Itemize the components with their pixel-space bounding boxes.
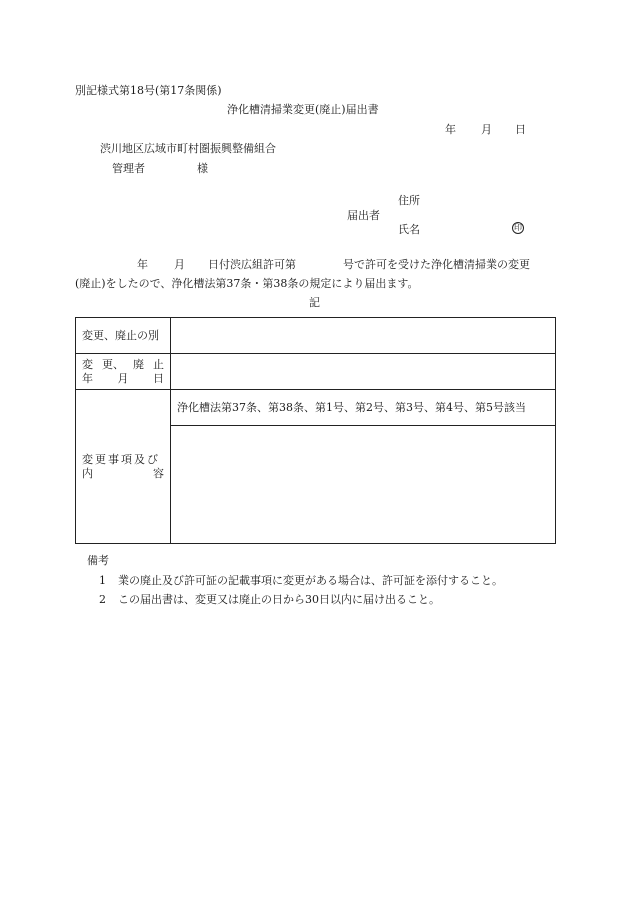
body-month: 月 — [174, 258, 185, 271]
addressee-honorific: 様 — [197, 162, 208, 175]
note-1-number: 1 — [99, 574, 106, 587]
document-title: 浄化槽清掃業変更(廃止)届出書 — [227, 103, 379, 116]
note-1-text: 業の廃止及び許可証の記載事項に変更がある場合は、許可証を添付すること。 — [118, 574, 503, 587]
body-day-permit: 日付渋広組許可第 — [208, 258, 296, 271]
seal-mark: 印 — [514, 223, 522, 232]
table-row — [76, 318, 556, 354]
date-day: 日 — [515, 123, 526, 136]
statute-clause: 浄化槽法第37条、第38条、第1号、第2号、第3号、第4号、第5号該当 — [171, 390, 556, 426]
change-date-label: 変 更、 廃 止 年 月 日 — [76, 354, 171, 390]
change-details-value — [171, 426, 556, 544]
change-details-label: 変更事項及び 内 容 — [76, 390, 171, 544]
addressee-organization: 渋川地区広域市町村圏振興整備組合 — [100, 142, 276, 155]
table-row — [76, 390, 556, 426]
change-type-label: 変更、廃止の別 — [76, 318, 171, 354]
notifier-label: 届出者 — [347, 209, 380, 222]
form-number: 別記様式第18号(第17条関係) — [75, 84, 222, 97]
table-row — [76, 354, 556, 390]
addressee-role: 管理者 — [112, 162, 145, 175]
note-2-text: この届出書は、変更又は廃止の日から30日以内に届け出ること。 — [118, 593, 440, 606]
body-year: 年 — [137, 258, 148, 271]
change-date-value — [171, 354, 556, 390]
notifier-address-label: 住所 — [398, 194, 420, 207]
notes-heading: 備考 — [87, 554, 109, 567]
change-type-value — [171, 318, 556, 354]
note-2-number: 2 — [99, 593, 106, 606]
notification-table — [75, 317, 556, 544]
body-line1-rest: 号で許可を受けた浄化槽清掃業の変更 — [343, 258, 530, 271]
notifier-name-label: 氏名 — [398, 223, 420, 236]
body-line2: (廃止)をしたので、浄化槽法第37条・第38条の規定により届出ます。 — [75, 277, 419, 290]
date-year: 年 — [445, 123, 456, 136]
date-month: 月 — [481, 123, 492, 136]
ki-heading: 記 — [309, 296, 320, 309]
